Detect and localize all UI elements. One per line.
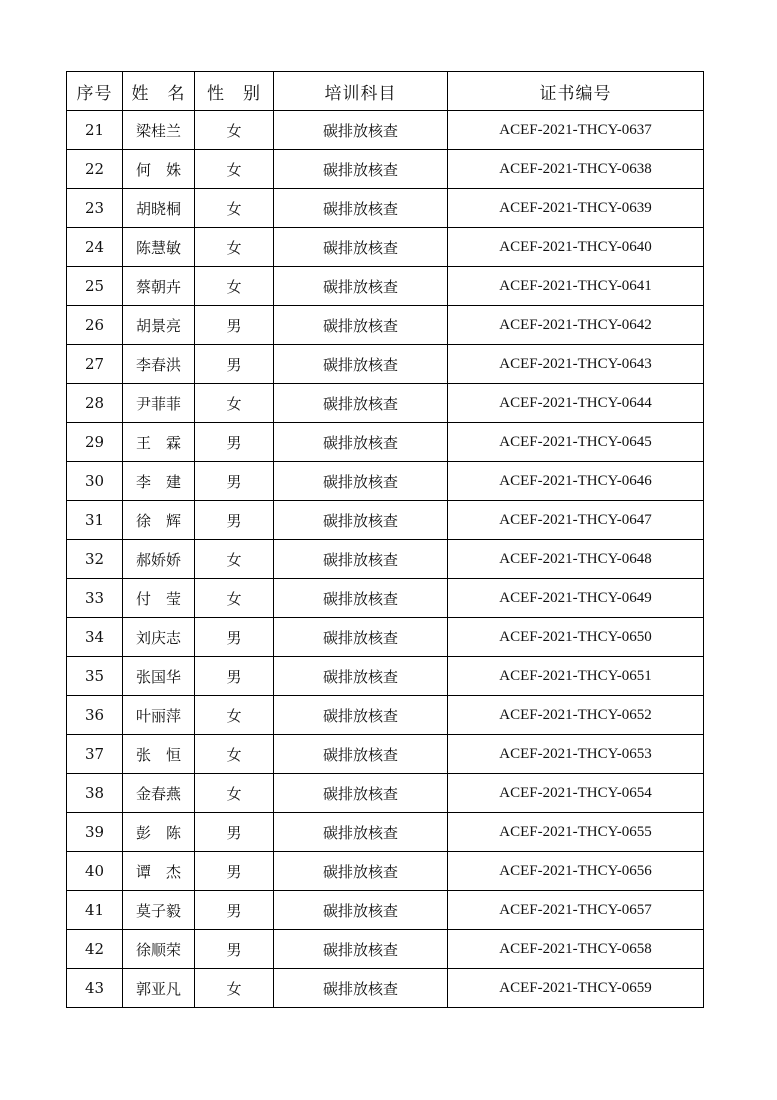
row-name: 胡景亮 [123, 306, 195, 345]
row-gender: 女 [195, 111, 274, 150]
row-certificate: ACEF-2021-THCY-0657 [448, 891, 704, 930]
row-name: 彭 陈 [123, 813, 195, 852]
table-row [67, 813, 704, 852]
row-index: 40 [67, 852, 123, 891]
row-subject: 碳排放核查 [274, 696, 448, 735]
row-index: 41 [67, 891, 123, 930]
row-certificate: ACEF-2021-THCY-0649 [448, 579, 704, 618]
header-row [67, 72, 704, 111]
row-index: 23 [67, 189, 123, 228]
row-index: 30 [67, 462, 123, 501]
table-row [67, 345, 704, 384]
table-row [67, 657, 704, 696]
row-index: 35 [67, 657, 123, 696]
row-index: 34 [67, 618, 123, 657]
table-row [67, 267, 704, 306]
row-name: 李 建 [123, 462, 195, 501]
row-subject: 碳排放核查 [274, 540, 448, 579]
row-name: 胡晓桐 [123, 189, 195, 228]
table-row [67, 891, 704, 930]
table-row [67, 618, 704, 657]
row-gender: 男 [195, 930, 274, 969]
row-certificate: ACEF-2021-THCY-0652 [448, 696, 704, 735]
row-gender: 男 [195, 423, 274, 462]
row-certificate: ACEF-2021-THCY-0641 [448, 267, 704, 306]
row-subject: 碳排放核查 [274, 189, 448, 228]
table-row [67, 150, 704, 189]
row-gender: 女 [195, 696, 274, 735]
header-subject: 培训科目 [274, 72, 448, 111]
table-row [67, 930, 704, 969]
row-index: 27 [67, 345, 123, 384]
row-name: 郝娇娇 [123, 540, 195, 579]
row-name: 刘庆志 [123, 618, 195, 657]
table-row [67, 579, 704, 618]
row-subject: 碳排放核查 [274, 579, 448, 618]
row-name: 徐 辉 [123, 501, 195, 540]
row-certificate: ACEF-2021-THCY-0640 [448, 228, 704, 267]
row-certificate: ACEF-2021-THCY-0648 [448, 540, 704, 579]
row-name: 张 恒 [123, 735, 195, 774]
table-row [67, 228, 704, 267]
row-subject: 碳排放核查 [274, 813, 448, 852]
row-index: 22 [67, 150, 123, 189]
row-gender: 女 [195, 228, 274, 267]
row-index: 29 [67, 423, 123, 462]
row-certificate: ACEF-2021-THCY-0642 [448, 306, 704, 345]
row-gender: 男 [195, 345, 274, 384]
row-subject: 碳排放核查 [274, 228, 448, 267]
table-row [67, 774, 704, 813]
row-name: 李春洪 [123, 345, 195, 384]
row-certificate: ACEF-2021-THCY-0651 [448, 657, 704, 696]
row-gender: 男 [195, 501, 274, 540]
row-index: 37 [67, 735, 123, 774]
row-gender: 男 [195, 618, 274, 657]
table-row [67, 384, 704, 423]
row-gender: 女 [195, 150, 274, 189]
row-name: 谭 杰 [123, 852, 195, 891]
row-gender: 男 [195, 891, 274, 930]
table-row [67, 462, 704, 501]
row-certificate: ACEF-2021-THCY-0650 [448, 618, 704, 657]
row-subject: 碳排放核查 [274, 969, 448, 1008]
row-subject: 碳排放核查 [274, 852, 448, 891]
header-index: 序号 [67, 72, 123, 111]
row-subject: 碳排放核查 [274, 657, 448, 696]
row-gender: 女 [195, 735, 274, 774]
row-subject: 碳排放核查 [274, 930, 448, 969]
row-index: 39 [67, 813, 123, 852]
row-gender: 女 [195, 579, 274, 618]
row-name: 郭亚凡 [123, 969, 195, 1008]
table-row [67, 540, 704, 579]
row-gender: 女 [195, 540, 274, 579]
row-certificate: ACEF-2021-THCY-0639 [448, 189, 704, 228]
row-gender: 女 [195, 774, 274, 813]
table-row [67, 306, 704, 345]
row-certificate: ACEF-2021-THCY-0653 [448, 735, 704, 774]
table-row [67, 111, 704, 150]
row-certificate: ACEF-2021-THCY-0655 [448, 813, 704, 852]
row-certificate: ACEF-2021-THCY-0643 [448, 345, 704, 384]
row-subject: 碳排放核查 [274, 384, 448, 423]
row-subject: 碳排放核查 [274, 423, 448, 462]
header-certificate: 证书编号 [448, 72, 704, 111]
table-row [67, 696, 704, 735]
row-certificate: ACEF-2021-THCY-0654 [448, 774, 704, 813]
table-row [67, 501, 704, 540]
row-gender: 女 [195, 969, 274, 1008]
row-name: 叶丽萍 [123, 696, 195, 735]
row-name: 徐顺荣 [123, 930, 195, 969]
row-index: 21 [67, 111, 123, 150]
row-name: 何 姝 [123, 150, 195, 189]
row-name: 付 莹 [123, 579, 195, 618]
row-certificate: ACEF-2021-THCY-0644 [448, 384, 704, 423]
row-name: 梁桂兰 [123, 111, 195, 150]
row-name: 王 霖 [123, 423, 195, 462]
certificate-roster-table [66, 71, 704, 1008]
table-row [67, 735, 704, 774]
row-subject: 碳排放核查 [274, 111, 448, 150]
row-index: 32 [67, 540, 123, 579]
row-index: 42 [67, 930, 123, 969]
row-name: 莫子毅 [123, 891, 195, 930]
row-gender: 女 [195, 189, 274, 228]
table-row [67, 852, 704, 891]
row-index: 43 [67, 969, 123, 1008]
row-name: 陈慧敏 [123, 228, 195, 267]
row-index: 28 [67, 384, 123, 423]
row-subject: 碳排放核查 [274, 267, 448, 306]
row-index: 38 [67, 774, 123, 813]
row-subject: 碳排放核查 [274, 306, 448, 345]
row-certificate: ACEF-2021-THCY-0646 [448, 462, 704, 501]
row-subject: 碳排放核查 [274, 891, 448, 930]
row-subject: 碳排放核查 [274, 345, 448, 384]
header-name: 姓 名 [123, 72, 195, 111]
row-certificate: ACEF-2021-THCY-0637 [448, 111, 704, 150]
row-subject: 碳排放核查 [274, 774, 448, 813]
row-name: 张国华 [123, 657, 195, 696]
row-name: 蔡朝卉 [123, 267, 195, 306]
row-certificate: ACEF-2021-THCY-0656 [448, 852, 704, 891]
row-subject: 碳排放核查 [274, 150, 448, 189]
row-gender: 女 [195, 384, 274, 423]
row-index: 36 [67, 696, 123, 735]
row-certificate: ACEF-2021-THCY-0645 [448, 423, 704, 462]
row-index: 24 [67, 228, 123, 267]
row-index: 26 [67, 306, 123, 345]
row-gender: 男 [195, 306, 274, 345]
row-certificate: ACEF-2021-THCY-0647 [448, 501, 704, 540]
row-index: 33 [67, 579, 123, 618]
row-gender: 男 [195, 813, 274, 852]
header-gender: 性 别 [195, 72, 274, 111]
row-index: 25 [67, 267, 123, 306]
row-name: 尹菲菲 [123, 384, 195, 423]
row-gender: 男 [195, 852, 274, 891]
row-subject: 碳排放核查 [274, 735, 448, 774]
roster-body [67, 111, 704, 1008]
row-certificate: ACEF-2021-THCY-0638 [448, 150, 704, 189]
row-name: 金春燕 [123, 774, 195, 813]
row-subject: 碳排放核查 [274, 618, 448, 657]
table-row [67, 969, 704, 1008]
row-subject: 碳排放核查 [274, 501, 448, 540]
table-row [67, 189, 704, 228]
row-gender: 男 [195, 657, 274, 696]
row-gender: 男 [195, 462, 274, 501]
row-gender: 女 [195, 267, 274, 306]
row-subject: 碳排放核查 [274, 462, 448, 501]
row-certificate: ACEF-2021-THCY-0658 [448, 930, 704, 969]
row-certificate: ACEF-2021-THCY-0659 [448, 969, 704, 1008]
table-row [67, 423, 704, 462]
row-index: 31 [67, 501, 123, 540]
